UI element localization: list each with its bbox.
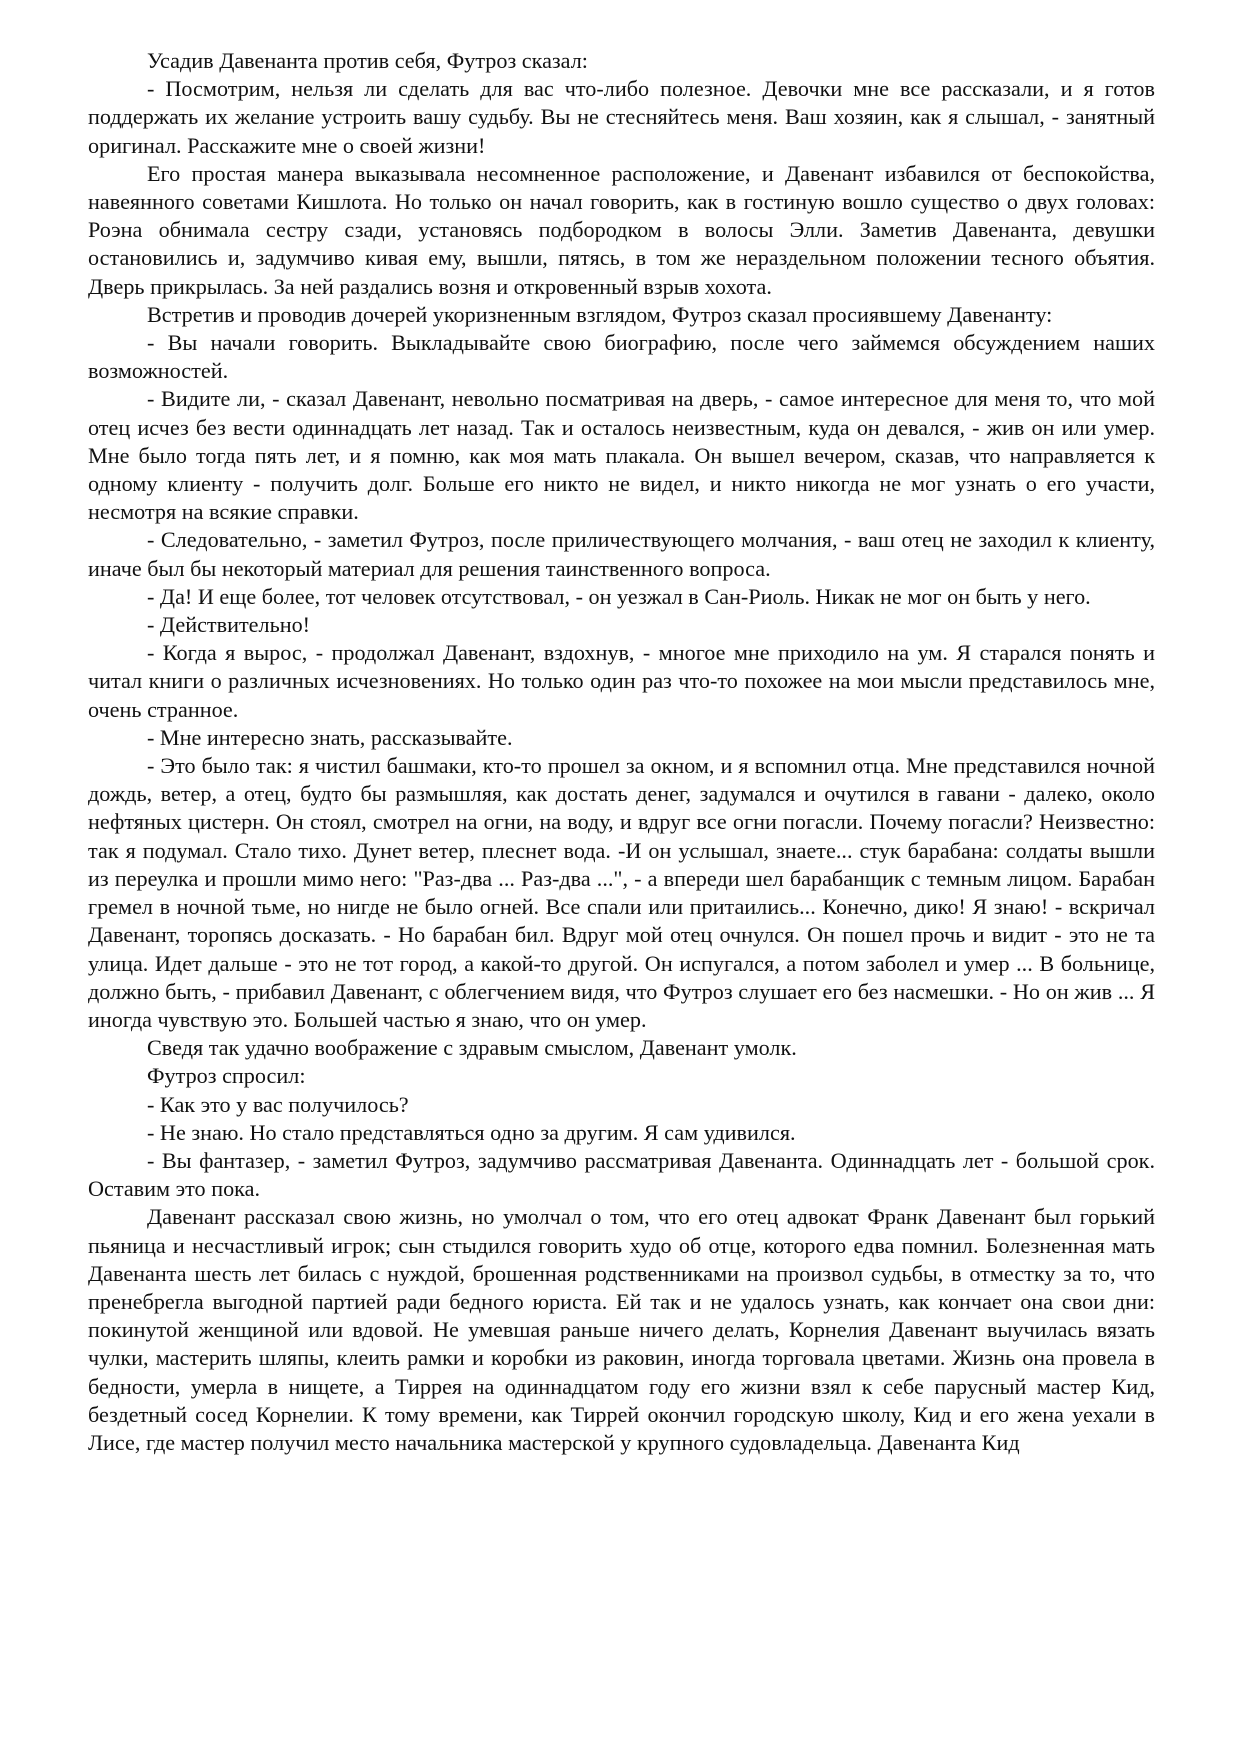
paragraph: - Это было так: я чистил башмаки, кто-то прошел за окном, и я вспомнил отца. Мне представился ночной дождь, ветер, а отец, будто бы размышляя, как достать денег, задумался и очутился в гавани - далеко, около нефтяных цистерн. Он стоял, смотрел на огни, на воду, и вдруг все огни погасли. Почему погасли? Неизвестно: так я подумал. Стало тихо. Дунет ветер, плеснет вода. -И он услышал, знаете... стук барабана: солдаты вышли из переулка и прошли мимо него: "Раз-два ... Раз-два ...", - а впереди шел барабанщик с темным лицом. Барабан гремел в ночной тьме, но нигде не было огней. Все спали или притаились... Конечно, дико! Я знаю! - вскричал Давенант, торопясь досказать. - Но барабан бил. Вдруг мой отец очнулся. Он пошел прочь и видит - это не та улица. Идет дальше - это не тот город, а какой-то другой. Он испугался, а потом заболел и умер ... В больнице, должно быть, - прибавил Давенант, с облегчением видя, что Футроз слушает его без насмешки. - Но он жив ... Я иногда чувствую это. Большей частью я знаю, что он умер.	[88, 753, 1155, 1032]
document-page	[88, 47, 1155, 1457]
paragraph: - Вы фантазер, - заметил Футроз, задумчиво рассматривая Давенанта. Одиннадцать лет - большой срок. Оставим это пока.	[88, 1147, 1155, 1202]
paragraph: Встретив и проводив дочерей укоризненным взглядом, Футроз сказал просиявшему Давенанту:	[147, 301, 1053, 327]
paragraph: Футроз спросил:	[147, 1063, 306, 1089]
paragraph: Давенант рассказал свою жизнь, но умолчал о том, что его отец адвокат Франк Давенант был горький пьяница и несчастливый игрок; сын стыдился говорить худо об отце, которого едва помнил. Болезненная мать Давенанта шесть лет билась с нуждой, брошенная родственниками на произвол судьбы, в отместку за то, что пренебрегла выгодной партией ради бедного юриста. Ей так и не удалось узнать, как кончает она свои дни: покинутой женщиной или вдовой. Не умевшая раньше ничего делать, Корнелия Давенант выучилась вязать чулки, мастерить шляпы, клеить рамки и коробки из раковин, иногда торговала цветами. Жизнь она провела в бедности, умерла в нищете, а Тиррея на одиннадцатом году его жизни взял к себе парусный мастер Кид, бездетный сосед Корнелии. К тому времени, как Тиррей окончил городскую школу, Кид и его жена уехали в Лисе, где мастер получил место начальника мастерской у крупного судовладельца. Давенанта Кид	[88, 1204, 1155, 1455]
paragraph: Сведя так удачно воображение с здравым смыслом, Давенант умолк.	[147, 1035, 797, 1061]
paragraph: Его простая манера выказывала несомненное расположение, и Давенант избавился от беспокойства, навеянного советами Кишлота. Но только он начал говорить, как в гостиную вошло существо о двух головах: Роэна обнимала сестру сзади, установясь подбородком в волосы Элли. Заметив Давенанта, девушки остановились и, задумчиво кивая ему, вышли, пятясь, в том же нераздельном положении тесного объятия. Дверь прикрылась. За ней раздались возня и откровенный взрыв хохота.	[88, 160, 1155, 299]
paragraph: - Видите ли, - сказал Давенант, невольно посматривая на дверь, - самое интересное для меня то, что мой отец исчез без вести одиннадцать лет назад. Так и осталось неизвестным, куда он девался, - жив он или умер. Мне было тогда пять лет, и я помню, как моя мать плакала. Он вышел вечером, сказав, что направляется к одному клиенту - получить долг. Больше его никто не видел, и никто никогда не мог узнать о его участи, несмотря на всякие справки.	[88, 386, 1155, 525]
paragraph: Усадив Давенанта против себя, Футроз сказал:	[147, 48, 588, 73]
paragraph: - Когда я вырос, - продолжал Давенант, вздохнув, - многое мне приходило на ум. Я старался понять и читал книги о различных исчезновениях. Но только один раз что-то похожее на мои мысли представилось мне, очень странное.	[88, 640, 1155, 722]
paragraph: - Следовательно, - заметил Футроз, после приличествующего молчания, - ваш отец не заходил к клиенту, иначе был бы некоторый материал для решения таинственного вопроса.	[88, 527, 1155, 581]
paragraph: - Посмотрим, нельзя ли сделать для вас что-либо полезное. Девочки мне все рассказали, и я готов поддержать их желание устроить вашу судьбу. Вы не стесняйтесь меня. Ваш хозяин, как я слышал, - занятный оригинал. Расскажите мне о своей жизни!	[88, 76, 1155, 158]
paragraph: - Да! И еще более, тот человек отсутствовал, - он уезжал в Сан-Риоль. Никак не мог он быть у него.	[147, 583, 1091, 609]
paragraph: - Не знаю. Но стало представляться одно за другим. Я сам удивился.	[147, 1119, 796, 1145]
paragraph: - Действительно!	[147, 612, 311, 638]
paragraph: - Вы начали говорить. Выкладывайте свою биографию, после чего займемся обсуждением наших возможностей.	[88, 330, 1155, 384]
paragraph: - Мне интересно знать, рассказывайте.	[147, 724, 513, 750]
paragraph: - Как это у вас получилось?	[147, 1091, 409, 1117]
